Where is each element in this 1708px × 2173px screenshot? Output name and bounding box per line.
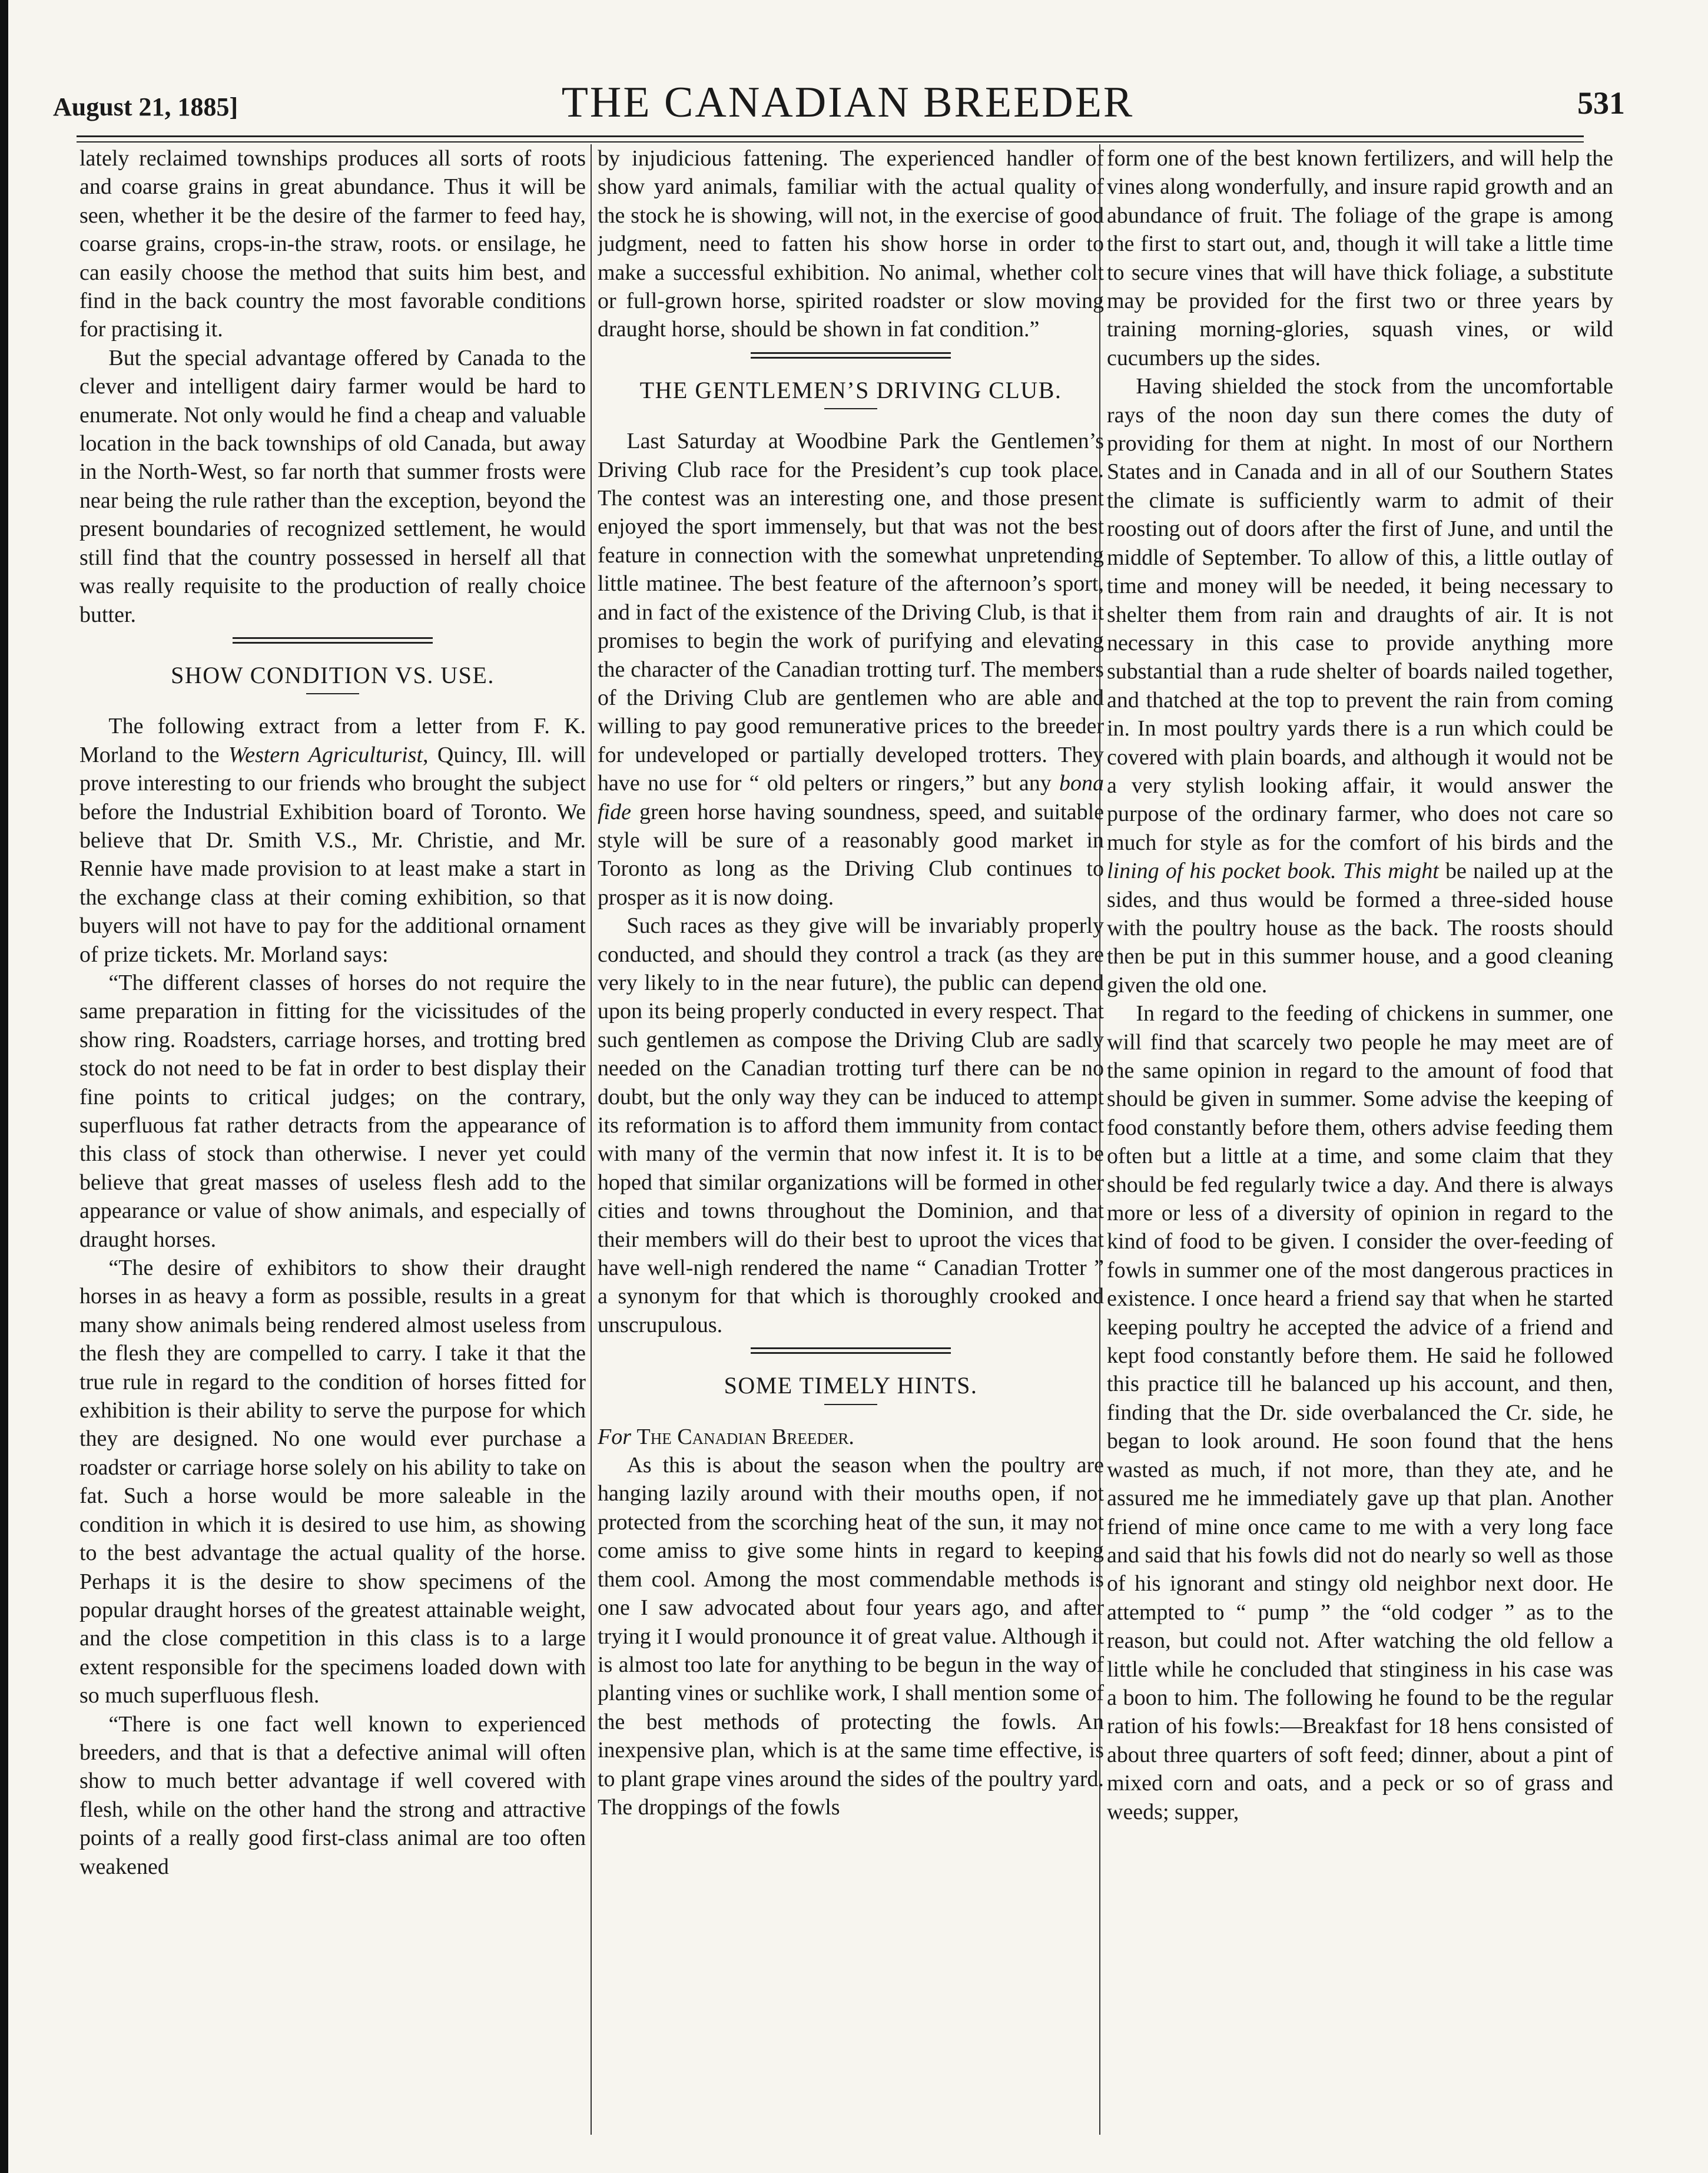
paragraph: In regard to the feeding of chickens in summer, one will find that scarcely two people he may meet are of the same opinion in regard to the amount of food that should be given in summer. Some advise the keeping of food constantly before them, others advise feeding them often but a little at a time, and some claim that they should be fed regularly twice a day. And there is always more or less of a diversity of opinion in regard to the kind of food to be given. I consider the over-feeding of fowls in summer one of the most dangerous practices in existence. I once heard a friend say that when he started keeping poultry he accepted the advice of a friend and kept food constantly before them. He said he followed this practice till he balanced up his account, and then, finding that the Dr. side overbalanced the Cr. side, he began to look around. He soon found that the hens wasted as much, if not more, than they ate, and he assured me he immediately gave up that plan. Another friend of mine once came to me with a very long face and said that his fowls did not do nearly so well as those of his ignorant and stingy old neighbor next door. He attempted to “ pump ” the “old codger ” as to the reason, but could not. After watching the old fellow a little while he concluded that stinginess in his case was a boon to him. The following he found to be the regular ration of his fowls:—Breakfast for 18 hens consisted of about three quarters of soft feed; dinner, about a pint of mixed corn and oats, and a peck or so of grass and weeds; supper, — [1107, 1001, 1613, 1824]
paragraph: “The desire of exhibitors to show their draught horses in as heavy a form as possible, results in a great many show animals being rendered almost useless from the flesh they are compelled to carry. I take it that the true rule in regard to the condition of horses fitted for exhibition is their ability to serve the purpose for which they are designed. No one would ever purchase a roadster or carriage horse solely on his ability to take on fat. Such a horse would be more saleable in the condition in which it is desired to use him, as showing to the best advantage the actual quality of the horse. Perhaps it is the desire to show specimens of the popular draught horses of the greatest attainable weight, and the close competition in this class is to a large extent responsible for the specimens loaded down with so much superfluous flesh. — [79, 1256, 586, 1708]
section-rule — [751, 352, 951, 354]
article-heading: THE GENTLEMEN’S DRIVING CLUB. — [639, 376, 1062, 403]
paragraph: Having shielded the stock from the uncomfortable rays of the noon day sun there comes the duty of providing for them at night. In most of our Northern States and in Canada and in all of our Southern States the climate is sufficiently warm to admit of their roosting out of doors after the first of June, and until the middle of September. To allow of this, a little outlay of time and money will be needed, it being necessary to shelter them from rain and draughts of air. It is not necessary in this case to provide anything more substantial than a rude shelter of boards nailed together, and thatched at the top to prevent the rain from coming in. In most poultry yards there is a run which could be covered with plain boards, and although it would not be a very stylish looking affair, it would answer the purpose of the ordinary farmer, who does not care so much for style as for the comfort of his birds and the lining of his pocket book. This might be nailed up at the sides, and thus would be formed a three-sided house with the poultry house as the back. The roosts should then be put in this summer house, and a good cleaning given the old one. — [1107, 374, 1613, 998]
paragraph: “There is one fact well known to experienced breeders, and that is that a defective animal will often show to much better advantage if well covered with flesh, while on the other hand the strong and attractive points of a really good first-class animal are too often weakened — [79, 1711, 586, 1879]
heading-rule — [824, 408, 877, 409]
paragraph: The following extract from a letter from F. K. Morland to the Western Agriculturist, Quincy, Ill. will prove interesting to our friends who brought the subject before the Industrial Exhibition board of Toronto. We believe that Dr. Smith V.S., Mr. Christie, and Mr. Rennie have made provision to at least make a start in the exchange class at their coming exhibition, so that buyers will not have to pay for the additional ornament of prize tickets. Mr. Morland says: — [79, 714, 586, 967]
page-number: 531 — [1577, 85, 1625, 121]
column-1 — [79, 144, 586, 2135]
article-heading: SOME TIMELY HINTS. — [724, 1372, 978, 1399]
paragraph: Such races as they give will be invariably properly conducted, and should they control a track (as they are very likely to in the near future), the public can depend upon its being properly conducted in every respect. That such gentlemen as compose the Driving Club are sadly needed on the Canadian trotting turf there can be no doubt, but the only way they can be induced to attempt its reformation is to afford them immunity from contact with many of the vermin that now infest it. It is to be hoped that similar organizations will be formed in other cities and towns throughout the Dominion, and that their members will do their best to uproot the vices that have well-nigh rendered the name “ Canadian Trotter ” a synonym for that which is thoroughly crooked and unscrupulous. — [598, 913, 1104, 1337]
paragraph: “The different classes of horses do not require the same preparation in fitting for the vicissitudes of the show ring. Roadsters, carriage horses, and trotting bred stock do not need to be fat in order to best display their fine points to critical judges; on the contrary, superfluous fat rather detracts from the appearance of this class of stock than otherwise. I never yet could believe that great masses of useless flesh add to the appearance or value of show animals, and especially of draught horses. — [79, 970, 586, 1252]
section-rule — [233, 637, 433, 639]
paragraph: form one of the best known fertilizers, and will help the vines along wonderfully, and insure rapid growth and an abundance of fruit. The foliage of the grape is among the first to start out, and, though it will take a little time to secure vines that will have thick foliage, a substitute may be provided for the first two or three years by training morning-glories, squash vines, or wild cucumbers up the sides. — [1107, 146, 1613, 370]
masthead-title: THE CANADIAN BREEDER — [561, 78, 1135, 127]
paragraph: As this is about the season when the poultry are hanging lazily around with their mouths open, if not protected from the scorching heat of the sun, it may not come amiss to give some hints in regard to keeping them cool. Among the most commendable methods is one I saw advocated about four years ago, and after trying it I would pronounce it of great value. Although it is almost too late for anything to be begun in the way of planting vines or suchlike work, I shall mention some of the best methods of protecting the fowls. An inexpensive plan, which is at the same time effective, is to plant grape vines around the sides of the poultry yard. The droppings of the fowls — [598, 1453, 1104, 1820]
page-header — [35, 78, 1660, 134]
section-rule — [751, 1352, 951, 1354]
column-2 — [598, 144, 1104, 2135]
section-rule — [751, 357, 951, 359]
column-divider — [591, 144, 592, 2135]
section-rule — [233, 642, 433, 644]
issue-date: August 21, 1885] — [53, 92, 238, 121]
paragraph: Last Saturday at Woodbine Park the Gentlemen’s Driving Club race for the President’s cup took place. The contest was an interesting one, and those present enjoyed the sport immensely, but that was not the best feature in connection with the somewhat unpretending little matinee. The best feature of the afternoon’s sport, and in fact of the existence of the Driving Club, is that it promises to begin the work of purifying and elevating the character of the Canadian trotting turf. The members of the Driving Club are gentlemen who are able and willing to pay good remunerative prices to the breeder for undeveloped or partially developed trotters. They have no use for “ old pelters or ringers,” but any bona fide green horse having soundness, speed, and suitable style will be sure of a reasonably good market in Toronto as long as the Driving Club continues to prosper as it is now doing. — [598, 429, 1104, 910]
header-rule-thin — [77, 141, 1584, 143]
paragraph: But the special advantage offered by Canada to the clever and intelligent dairy farmer would be hard to enumerate. Not only would he find a cheap and valuable location in the back townships of old Canada, but away in the North-West, so far north that summer frosts were near being the rule rather than the exception, beyond the present boundaries of recognized settlement, he would still find that the country possessed in herself all that was really requisite to the production of really choice butter. — [79, 345, 586, 627]
column-3 — [1107, 144, 1613, 2135]
heading-rule — [824, 1404, 877, 1405]
page-edge-bar — [0, 0, 8, 2173]
header-rule — [77, 135, 1584, 137]
byline: For The Canadian Breeder. — [598, 1424, 854, 1449]
heading-rule — [306, 693, 359, 694]
section-rule — [751, 1347, 951, 1349]
paragraph: by injudicious fattening. The experienced handler of show yard animals, familiar with the actual quality of the stock he is showing, will not, in the exercise of good judgment, need to fatten his show horse in order to make a successful exhibition. No animal, whether colt or full-grown horse, spirited roadster or slow moving draught horse, should be shown in fat condition.” — [598, 146, 1104, 342]
article-heading: SHOW CONDITION VS. USE. — [171, 661, 495, 688]
paragraph: lately reclaimed townships produces all sorts of roots and coarse grains in great abundance. Thus it will be seen, whether it be the desire of the farmer to feed hay, coarse grains, crops-in-the straw, roots. or ensilage, he can easily choose the method that suits him best, and find in the back country the most favorable conditions for practising it. — [79, 146, 586, 342]
